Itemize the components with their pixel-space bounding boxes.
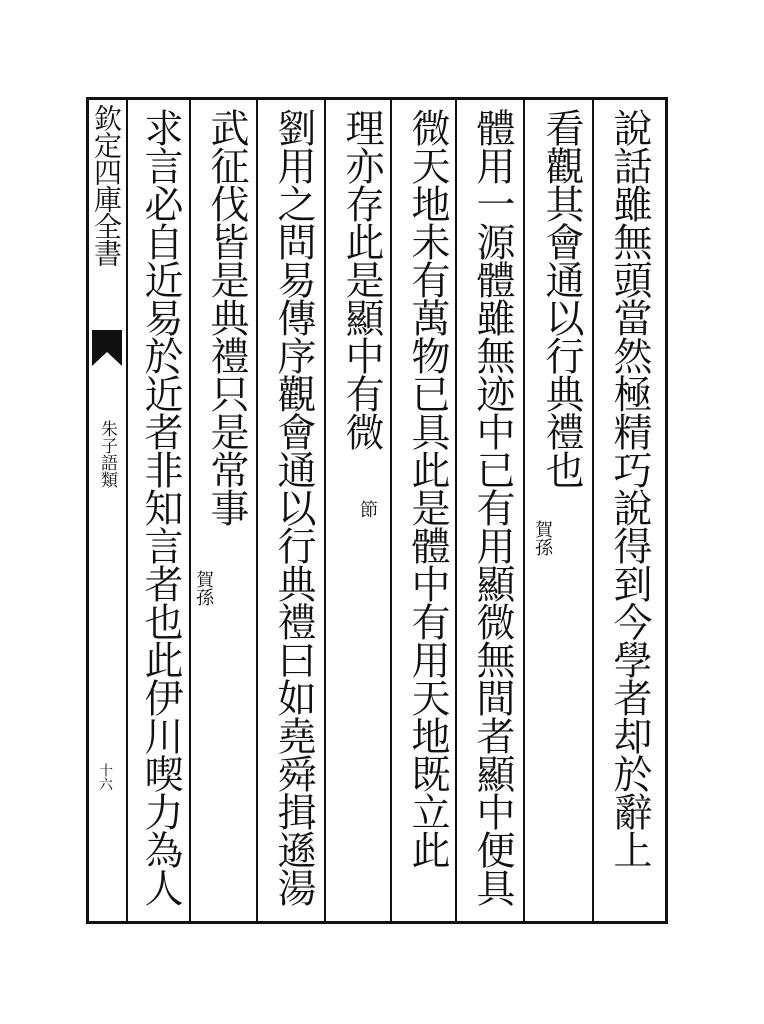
text-column-4: 微天地未有萬物已具此是體中有用天地既立此: [405, 108, 450, 868]
text-column-8: 求言必自近易於近者非知言者也此伊川喫力為人: [138, 108, 183, 906]
margin-title: 欽定四庫全書: [90, 104, 123, 266]
column-2-annotation: 賀孫: [532, 520, 553, 556]
text-column-2: 看觀其會通以行典禮也: [539, 108, 584, 488]
page-border-left: [86, 97, 89, 924]
column-rule: [592, 100, 594, 921]
text-column-5: 理亦存此是顯中有微: [339, 108, 384, 450]
page-border-bottom: [88, 921, 668, 924]
column-rule: [189, 100, 191, 921]
page-border-top: [88, 97, 668, 100]
column-rule: [256, 100, 258, 921]
margin-book-title: 朱子語類: [97, 420, 117, 488]
column-rule: [390, 100, 392, 921]
text-column-1: 說話雖無頭當然極精巧說得到今學者却於辭上: [607, 108, 652, 868]
text-column-3: 體用一源體雖無迹中已有用顯微無間者顯中便具: [470, 108, 515, 906]
column-7-annotation: 賀孫: [193, 570, 214, 606]
column-rule: [324, 100, 326, 921]
text-column-7: 武征伐皆是典禮只是常事: [204, 108, 249, 526]
column-5-annotation: 節: [357, 500, 378, 518]
column-rule: [126, 100, 128, 921]
margin-page-number: 十六: [97, 763, 113, 791]
text-column-6: 劉用之問易傳序觀會通以行典禮曰如堯舜揖遜湯: [271, 108, 316, 906]
fishtail-mark-icon: [92, 330, 122, 366]
page-border-right: [665, 97, 668, 924]
column-rule: [523, 100, 525, 921]
